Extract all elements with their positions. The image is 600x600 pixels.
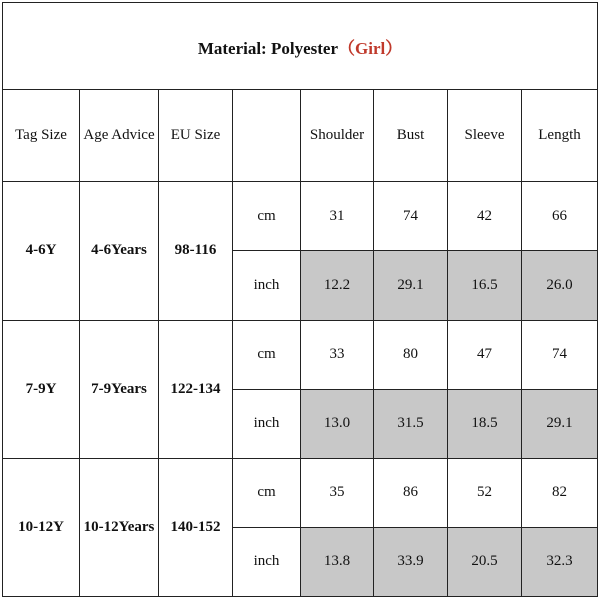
header-unit	[233, 90, 301, 182]
eu-size-cell: 140-152	[159, 458, 233, 596]
age-advice-cell: 10-12Years	[80, 458, 159, 596]
table-row	[3, 320, 598, 389]
bust-cell: 31.5	[374, 389, 448, 458]
table-title	[3, 3, 598, 90]
material-label: Material: Polyester	[197, 38, 338, 58]
length-cell: 26.0	[522, 251, 598, 320]
unit-cell: cm	[233, 458, 301, 527]
age-advice-cell: 7-9Years	[80, 320, 159, 458]
table-row	[3, 182, 598, 251]
length-cell: 29.1	[522, 389, 598, 458]
header-bust: Bust	[374, 90, 448, 182]
girl-label: （Girl）	[338, 38, 403, 58]
unit-cell: cm	[233, 320, 301, 389]
unit-cell: cm	[233, 182, 301, 251]
tag-size-cell: 10-12Y	[3, 458, 80, 596]
bust-cell: 33.9	[374, 527, 448, 596]
length-cell: 32.3	[522, 527, 598, 596]
shoulder-cell: 12.2	[301, 251, 374, 320]
age-advice-cell: 4-6Years	[80, 182, 159, 320]
shoulder-cell: 33	[301, 320, 374, 389]
bust-cell: 74	[374, 182, 448, 251]
length-cell: 82	[522, 458, 598, 527]
header-length: Length	[522, 90, 598, 182]
size-chart-table	[2, 2, 598, 597]
bust-cell: 86	[374, 458, 448, 527]
header-age-advice: Age Advice	[80, 90, 159, 182]
shoulder-cell: 13.8	[301, 527, 374, 596]
shoulder-cell: 31	[301, 182, 374, 251]
shoulder-cell: 13.0	[301, 389, 374, 458]
sleeve-cell: 16.5	[448, 251, 522, 320]
header-eu-size: EU Size	[159, 90, 233, 182]
header-row	[3, 90, 598, 182]
sleeve-cell: 18.5	[448, 389, 522, 458]
bust-cell: 80	[374, 320, 448, 389]
unit-cell: inch	[233, 527, 301, 596]
length-cell: 74	[522, 320, 598, 389]
sleeve-cell: 42	[448, 182, 522, 251]
sleeve-cell: 52	[448, 458, 522, 527]
unit-cell: inch	[233, 389, 301, 458]
sleeve-cell: 20.5	[448, 527, 522, 596]
tag-size-cell: 7-9Y	[3, 320, 80, 458]
unit-cell: inch	[233, 251, 301, 320]
sleeve-cell: 47	[448, 320, 522, 389]
length-cell: 66	[522, 182, 598, 251]
eu-size-cell: 122-134	[159, 320, 233, 458]
tag-size-cell: 4-6Y	[3, 182, 80, 320]
shoulder-cell: 35	[301, 458, 374, 527]
header-shoulder: Shoulder	[301, 90, 374, 182]
header-sleeve: Sleeve	[448, 90, 522, 182]
header-tag-size: Tag Size	[3, 90, 80, 182]
title-row	[3, 3, 598, 90]
bust-cell: 29.1	[374, 251, 448, 320]
eu-size-cell: 98-116	[159, 182, 233, 320]
table-row	[3, 458, 598, 527]
